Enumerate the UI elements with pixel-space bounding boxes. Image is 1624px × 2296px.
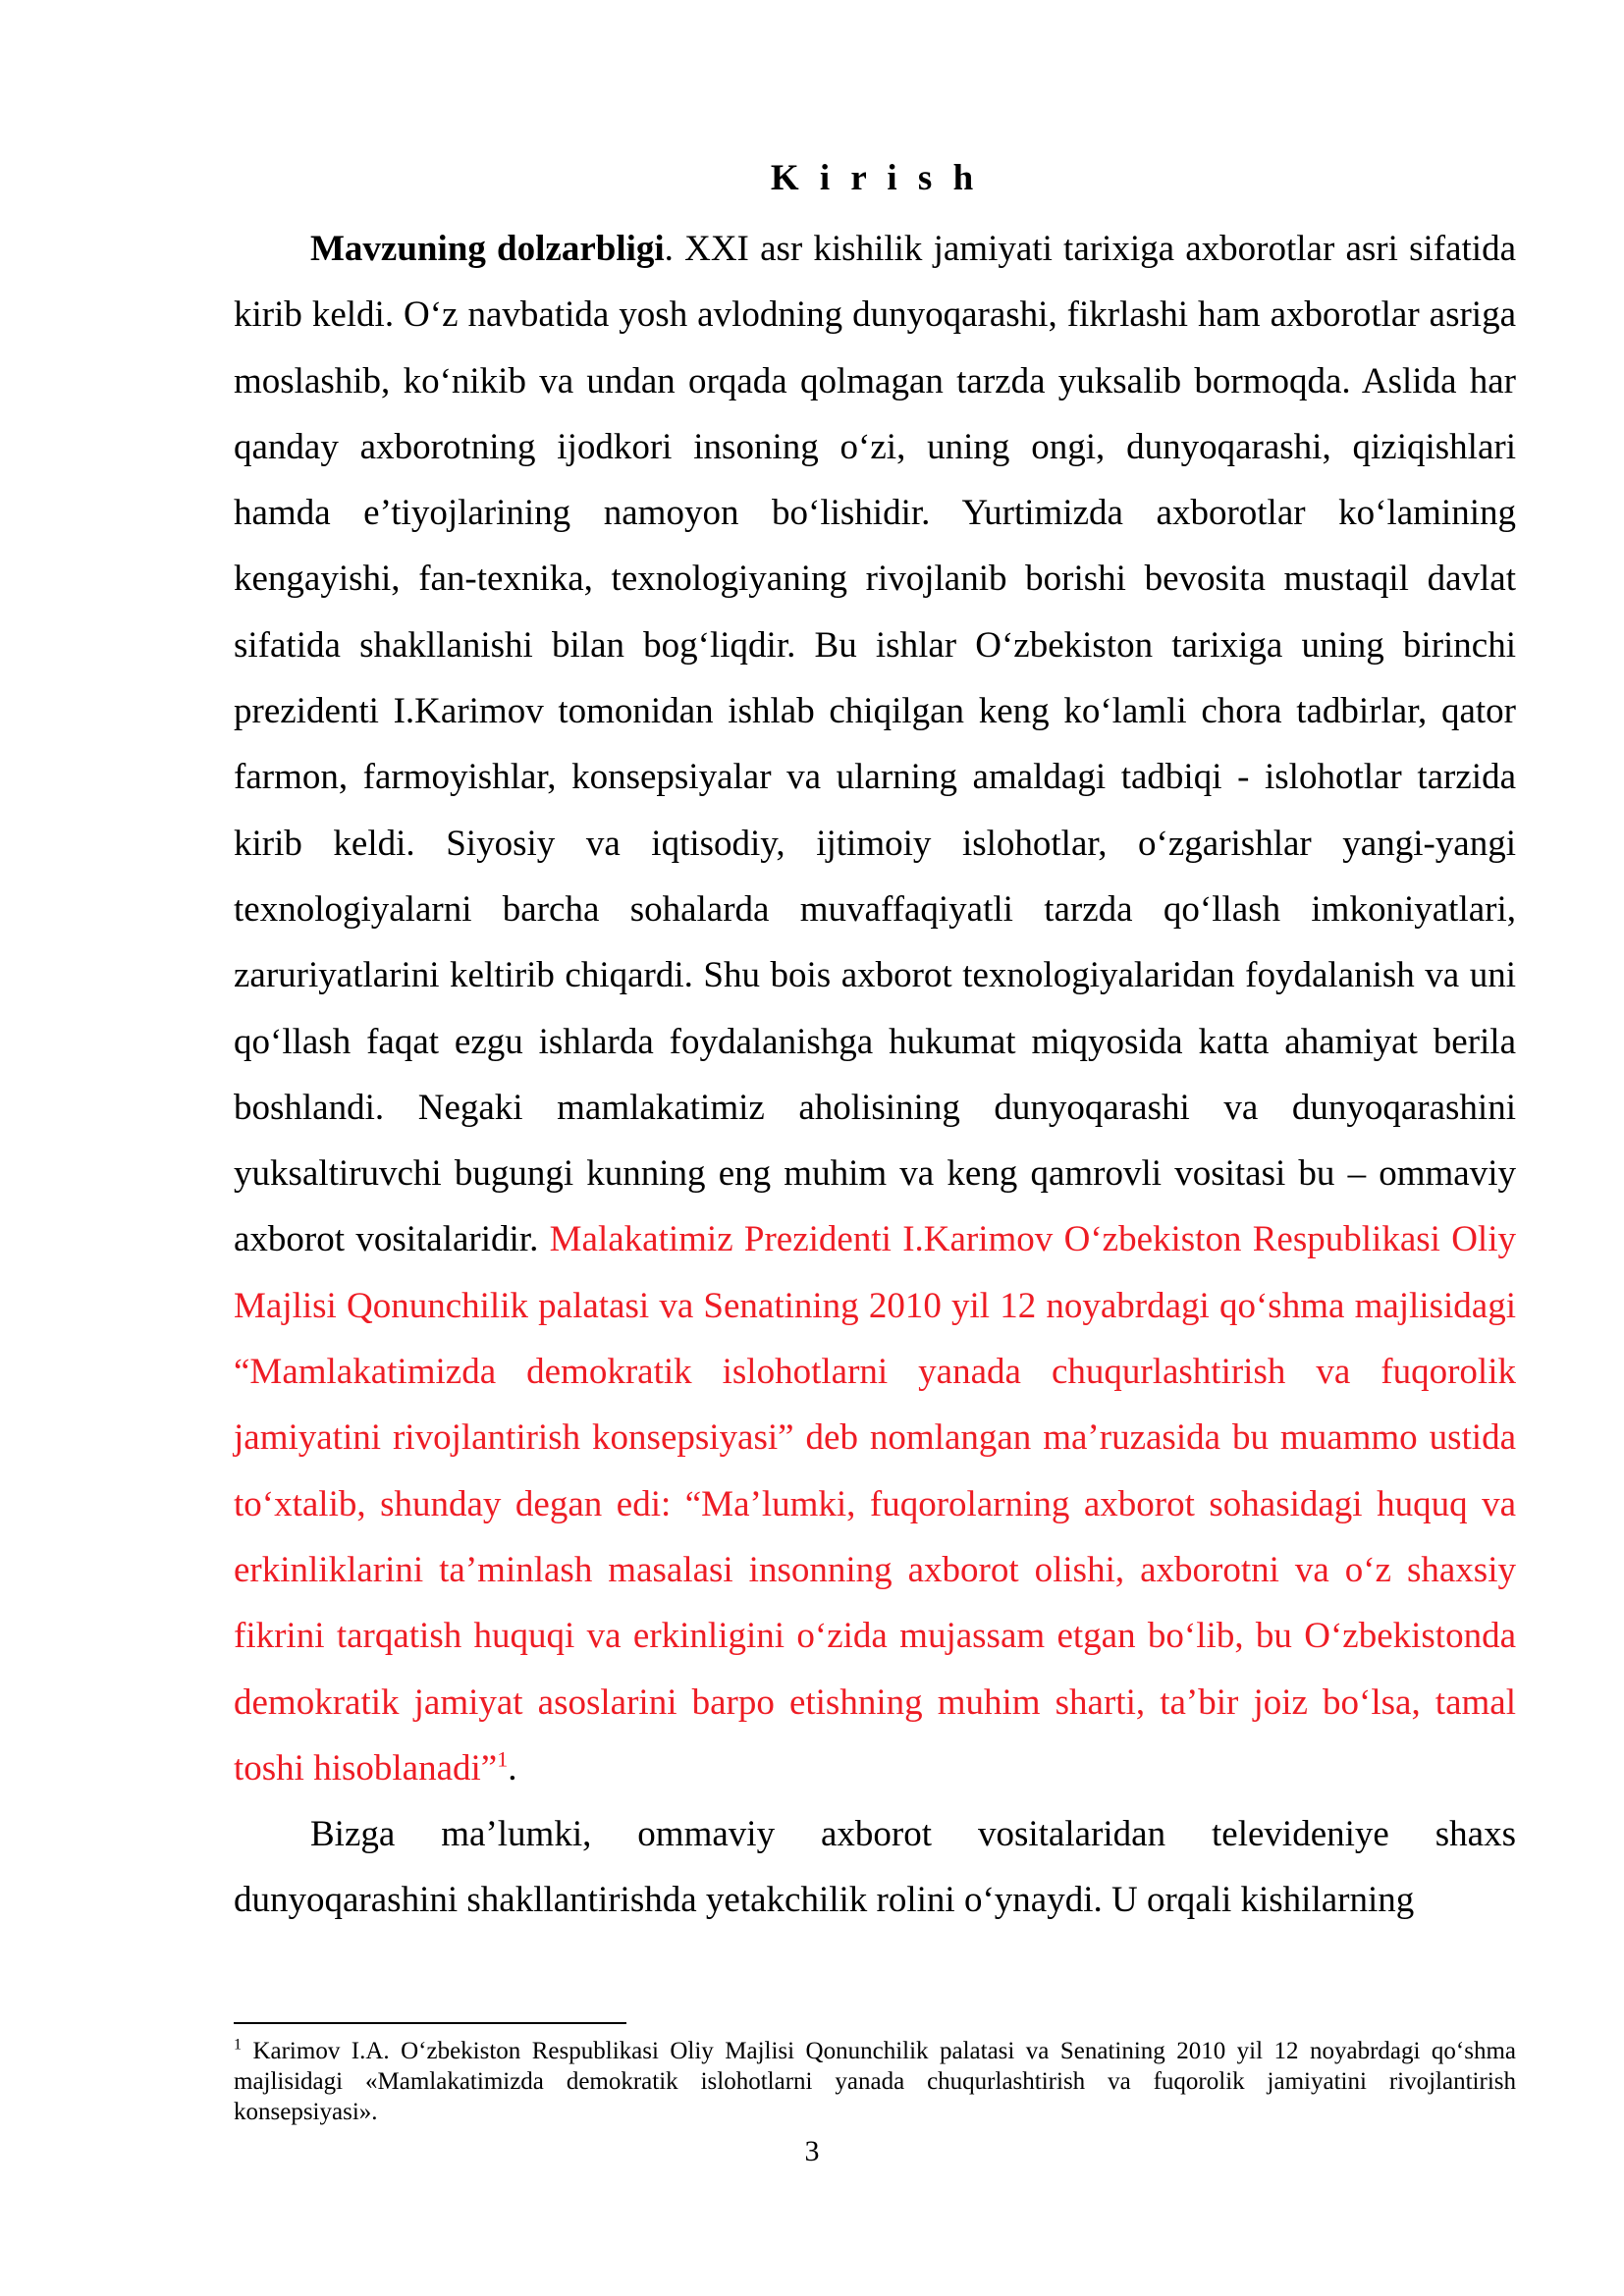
footnote	[234, 2036, 1516, 2127]
footnote-text: Karimov I.A. O‘zbekiston Respublikasi Oliy Majlisi Qonunchilik palatasi va Senatining 2010 yil 12 noyabrdagi qo‘shma majlisidagi «Mamlakatimizda demokratik islohotlarni yanada chuqurlashtirish va fuqorolik jamiyatini rivojlantirish konsepsiyasi».	[234, 2038, 1516, 2125]
paragraph-2: Bizga ma’lumki, ommaviy axborot vositalaridan televideniye shaxs dunyoqarashini shakllantirishda yetakchilik rolini o‘ynaydi. U orqali kishilarning	[234, 1814, 1516, 1921]
highlighted-quote: Malakatimiz Prezidenti I.Karimov O‘zbekiston Respublikasi Oliy Majlisi Qonunchilik palatasi va Senatining 2010 yil 12 noyabrdagi qo‘shma majlisidagi “Mamlakatimizda demokratik islohotlarni yanada chuqurlashtirish va fuqorolik jamiyatini rivojlantirish konsepsiyasi” deb nomlangan ma’ruzasida bu muammo ustida to‘xtalib, shunday degan edi: “Ma’lumki, fuqorolarning axborot sohasidagi huquq va erkinliklarini ta’minlash masalasi insonning axborot olishi, axborotni va o‘z shaxsiy fikrini tarqatish huquqi va erkinligini o‘zida mujassam etgan bo‘lib, bu O‘zbekistonda demokratik jamiyat asoslarini barpo etishning muhim sharti, ta’bir joiz bo‘lsa, tamal toshi hisoblanadi”	[234, 1219, 1516, 1789]
paragraph-1-text: . XXI asr kishilik jamiyati tarixiga axborotlar asri sifatida kirib keldi. O‘z navbatida yosh avlodning dunyoqarashi, fikrlashi ham axborotlar asriga moslashib, ko‘nikib va undan orqada qolmagan tarzda yuksalib bormoqda. Aslida har qanday axborotning ijodkori insoning o‘zi, uning ongi, dunyoqarashi, qiziqishlari hamda e’tiyojlarining namoyon bo‘lishidir. Yurtimizda axborotlar ko‘lamining kengayishi, fan-texnika, texnologiyaning rivojlanib borishi bevosita mustaqil davlat sifatida shakllanishi bilan bog‘liqdir. Bu ishlar O‘zbekiston tarixiga uning birinchi prezidenti I.Karimov tomonidan ishlab chiqilgan keng ko‘lamli chora tadbirlar, qator farmon, farmoyishlar, konsepsiyalar va ularning amaldagi tadbiqi - islohotlar tarzida kirib keldi. Siyosiy va iqtisodiy, ijtimoiy islohotlar, o‘zgarishlar yangi-yangi texnologiyalarni barcha sohalarda muvaffaqiyatli tarzda qo‘llash imkoniyatlari, zaruriyatlarini keltirib chiqardi. Shu bois axborot texnologiyalaridan foydalanish va uni qo‘llash faqat ezgu ishlarda foydalanishga hukumat miqyosida katta ahamiyat berila boshlandi. Negaki mamlakatimiz aholisining dunyoqarashi va dunyoqarashini yuksaltiruvchi bugungi kunning eng muhim va keng qamrovli vositasi bu – ommaviy axborot vositalaridir.	[234, 229, 1516, 1260]
section-lead: Mavzuning dolzarbligi	[310, 229, 665, 269]
footnote-marker: 1	[234, 2036, 242, 2054]
footnote-reference[interactable]: 1	[497, 1746, 509, 1772]
paragraph-1	[234, 216, 1516, 1801]
footnote-divider	[234, 2022, 626, 2024]
body-text	[234, 216, 1516, 1934]
paragraph-1-end: .	[508, 1747, 517, 1789]
page-title: K i r i s h	[770, 158, 980, 198]
page-number: 3	[804, 2135, 820, 2167]
